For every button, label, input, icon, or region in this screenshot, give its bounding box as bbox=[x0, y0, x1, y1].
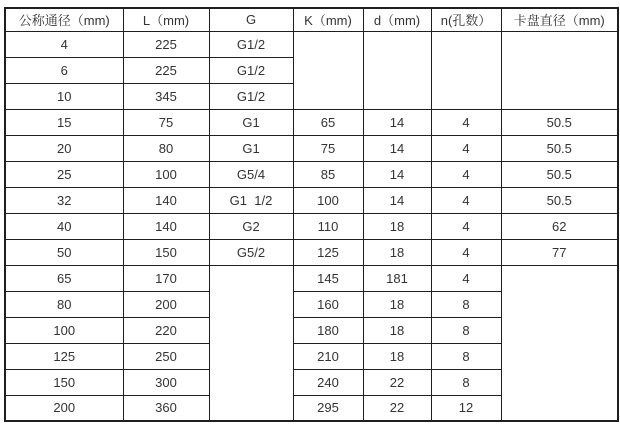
table-cell: 4 bbox=[431, 109, 501, 135]
table-cell: 125 bbox=[5, 343, 123, 369]
table-row bbox=[5, 31, 618, 57]
column-header-chuck-diameter: 卡盘直径（mm) bbox=[501, 8, 618, 31]
table-cell: 181 bbox=[363, 265, 431, 291]
table-cell: 77 bbox=[501, 239, 618, 265]
table-cell: 240 bbox=[293, 369, 363, 395]
table-cell: 25 bbox=[5, 161, 123, 187]
table-cell: 40 bbox=[5, 213, 123, 239]
table-cell: 80 bbox=[123, 135, 209, 161]
table-row bbox=[5, 187, 618, 213]
table-cell: 225 bbox=[123, 31, 209, 57]
table-cell: 4 bbox=[431, 187, 501, 213]
table-cell: 14 bbox=[363, 187, 431, 213]
column-header-n-holes: n(孔数） bbox=[431, 8, 501, 31]
table-cell: 75 bbox=[123, 109, 209, 135]
column-header-l: L（mm) bbox=[123, 8, 209, 31]
table-cell-empty-merged bbox=[209, 265, 293, 421]
table-cell: 295 bbox=[293, 395, 363, 421]
table-cell: 85 bbox=[293, 161, 363, 187]
table-cell: 22 bbox=[363, 395, 431, 421]
column-header-g: G bbox=[209, 8, 293, 31]
spec-table bbox=[4, 7, 619, 422]
table-cell: G1/2 bbox=[209, 31, 293, 57]
table-cell: 100 bbox=[293, 187, 363, 213]
table-cell: 50.5 bbox=[501, 135, 618, 161]
table-cell: 8 bbox=[431, 291, 501, 317]
table-cell: 65 bbox=[293, 109, 363, 135]
table-cell: 170 bbox=[123, 265, 209, 291]
table-cell-empty-merged bbox=[501, 31, 618, 109]
table-cell: 18 bbox=[363, 213, 431, 239]
table-cell: 110 bbox=[293, 213, 363, 239]
table-cell: 32 bbox=[5, 187, 123, 213]
table-cell: G1 1/2 bbox=[209, 187, 293, 213]
table-cell: G1 bbox=[209, 109, 293, 135]
table-row bbox=[5, 109, 618, 135]
table-cell: 18 bbox=[363, 291, 431, 317]
table-cell: G5/4 bbox=[209, 161, 293, 187]
table-cell: 6 bbox=[5, 57, 123, 83]
column-header-d: d（mm) bbox=[363, 8, 431, 31]
table-cell: 150 bbox=[123, 239, 209, 265]
table-cell: 50.5 bbox=[501, 109, 618, 135]
table-cell: 18 bbox=[363, 317, 431, 343]
table-row bbox=[5, 161, 618, 187]
table-cell: 4 bbox=[431, 213, 501, 239]
table-cell: 150 bbox=[5, 369, 123, 395]
table-cell: 50 bbox=[5, 239, 123, 265]
table-cell: 300 bbox=[123, 369, 209, 395]
table-cell: G1/2 bbox=[209, 83, 293, 109]
table-cell: 8 bbox=[431, 343, 501, 369]
table-cell: 200 bbox=[123, 291, 209, 317]
table-cell-empty-merged bbox=[431, 31, 501, 109]
table-cell: 22 bbox=[363, 369, 431, 395]
table-cell: 4 bbox=[431, 239, 501, 265]
column-header-nominal-diameter: 公称通径（mm) bbox=[5, 8, 123, 31]
table-cell: 100 bbox=[5, 317, 123, 343]
table-cell: G1/2 bbox=[209, 57, 293, 83]
table-cell: 14 bbox=[363, 135, 431, 161]
table-cell: 225 bbox=[123, 57, 209, 83]
table-cell: 360 bbox=[123, 395, 209, 421]
table-cell: 4 bbox=[5, 31, 123, 57]
table-cell: 145 bbox=[293, 265, 363, 291]
column-header-k: K（mm) bbox=[293, 8, 363, 31]
table-cell: 180 bbox=[293, 317, 363, 343]
table-row bbox=[5, 135, 618, 161]
table-row bbox=[5, 265, 618, 291]
table-cell: G5/2 bbox=[209, 239, 293, 265]
table-cell: 75 bbox=[293, 135, 363, 161]
table-cell: 345 bbox=[123, 83, 209, 109]
table-cell: 18 bbox=[363, 239, 431, 265]
table-cell: 62 bbox=[501, 213, 618, 239]
table-cell: 14 bbox=[363, 161, 431, 187]
table-cell: 140 bbox=[123, 213, 209, 239]
table-cell-empty-merged bbox=[363, 31, 431, 109]
table-cell: 10 bbox=[5, 83, 123, 109]
table-cell: 12 bbox=[431, 395, 501, 421]
table-cell: 50.5 bbox=[501, 187, 618, 213]
table-cell: 125 bbox=[293, 239, 363, 265]
header-row bbox=[5, 8, 618, 31]
table-cell: 210 bbox=[293, 343, 363, 369]
table-cell: 20 bbox=[5, 135, 123, 161]
table-cell: 4 bbox=[431, 161, 501, 187]
table-cell: 8 bbox=[431, 317, 501, 343]
table-cell-empty-merged bbox=[293, 31, 363, 109]
table-cell: 80 bbox=[5, 291, 123, 317]
table-cell: 14 bbox=[363, 109, 431, 135]
table-cell: 4 bbox=[431, 135, 501, 161]
table-cell: 220 bbox=[123, 317, 209, 343]
table-cell-empty-merged bbox=[501, 265, 618, 421]
table-cell: 4 bbox=[431, 265, 501, 291]
table-cell: 65 bbox=[5, 265, 123, 291]
table-cell: G1 bbox=[209, 135, 293, 161]
table-row bbox=[5, 213, 618, 239]
table-cell: 18 bbox=[363, 343, 431, 369]
table-row bbox=[5, 239, 618, 265]
table-cell: 8 bbox=[431, 369, 501, 395]
table-cell: 250 bbox=[123, 343, 209, 369]
table-cell: 200 bbox=[5, 395, 123, 421]
table-cell: 50.5 bbox=[501, 161, 618, 187]
table-cell: 140 bbox=[123, 187, 209, 213]
table-cell: 160 bbox=[293, 291, 363, 317]
table-cell: 15 bbox=[5, 109, 123, 135]
table-cell: 100 bbox=[123, 161, 209, 187]
table-cell: G2 bbox=[209, 213, 293, 239]
